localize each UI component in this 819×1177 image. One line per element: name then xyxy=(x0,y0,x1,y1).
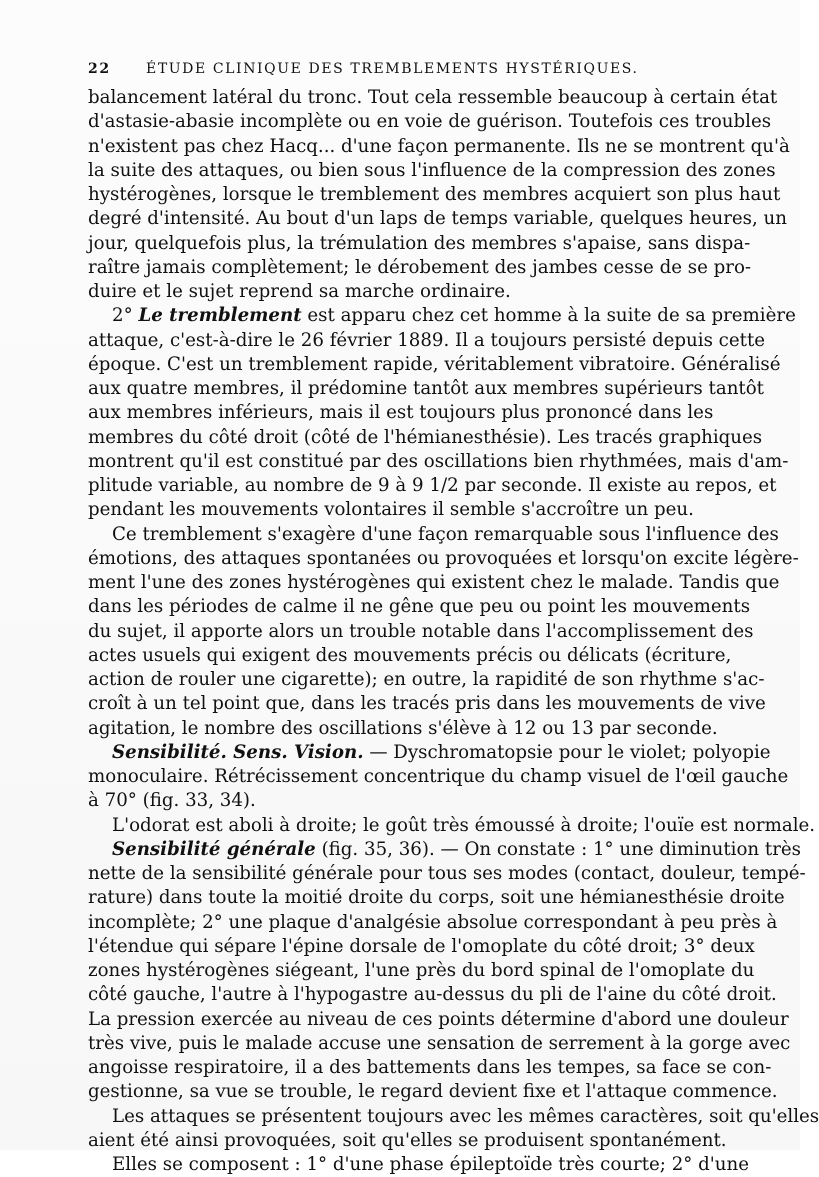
text-line: gestionne, sa vue se trouble, le regard devient fixe et l'attaque commence. xyxy=(88,1081,778,1103)
text-line: balancement latéral du tronc. Tout cela ressemble beaucoup à certain état xyxy=(88,87,778,108)
text-line: agitation, le nombre des oscillations s'élève à 12 ou 13 par seconde. xyxy=(88,717,718,739)
text-line: à 70° (fig. 33, 34). xyxy=(88,790,256,812)
text-line: monoculaire. Rétrécissement concentrique du champ visuel de l'œil gauche xyxy=(88,766,789,787)
text-line: croît à un tel point que, dans les tracés pris dans les mouvements de vive xyxy=(88,693,766,715)
text-line: zones hystérogènes siégeant, l'une près du bord spinal de l'omoplate du xyxy=(88,960,755,981)
text-line: d'astasie-abasie incomplète ou en voie de guérison. Toutefois ces troubles xyxy=(88,111,772,133)
section-heading-tremblement: Le tremblement xyxy=(138,305,302,327)
text-line: montrent qu'il est constitué par des oscillations bien rhythmées, mais d'am- xyxy=(88,450,789,472)
text-line: actes usuels qui exigent des mouvements précis ou délicats (écriture, xyxy=(88,644,732,666)
text-line: nette de la sensibilité générale pour tous ses modes (contact, douleur, tempé- xyxy=(88,863,806,884)
text-line: côté gauche, l'autre à l'hypogastre au-dessus du pli de l'aine du côté droit. xyxy=(88,984,777,1006)
text-fragment: (fig. 35, 36). — On constate : 1° une diminution très xyxy=(321,838,802,860)
text-line: incomplète; 2° une plaque d'analgésie absolue correspondant à peu près à xyxy=(88,911,778,933)
text-line: l'étendue qui sépare l'épine dorsale de l'omoplate du côté droit; 3° deux xyxy=(88,935,755,957)
section-heading-sensibilite-sens-vision: Sensibilité. Sens. Vision. xyxy=(112,741,364,763)
text-line: aient été ainsi provoquées, soit qu'elles se produisent spontanément. xyxy=(88,1129,727,1151)
text-line: rature) dans toute la moitié droite du corps, soit une hémianesthésie droite xyxy=(88,887,785,909)
section-number: 2° xyxy=(112,305,133,327)
text-line: angoisse respiratoire, il a des battements dans les tempes, sa face se con- xyxy=(88,1057,772,1078)
paragraph-tremblement-first-line xyxy=(88,304,796,328)
text-line: la suite des attaques, ou bien sous l'influence de la compression des zones xyxy=(88,159,776,181)
section-heading-sensibilite-generale: Sensibilité générale xyxy=(112,838,316,860)
text-line: raître jamais complètement; le dérobement des jambes cesse de se pro- xyxy=(88,256,752,278)
text-line: aux membres inférieurs, mais il est toujours plus prononcé dans les xyxy=(88,402,714,424)
text-line: La pression exercée au niveau de ces points détermine d'abord une douleur xyxy=(88,1008,789,1030)
text-line: hystérogènes, lorsque le tremblement des membres acquiert son plus haut xyxy=(88,184,781,205)
page-number: 22 xyxy=(88,61,111,77)
text-line: dans les périodes de calme il ne gêne que peu ou point les mouvements xyxy=(88,596,751,618)
text-line: époque. C'est un tremblement rapide, véritablement vibratoire. Généralisé xyxy=(88,353,781,375)
text-line: pendant les mouvements volontaires il semble s'accroître un peu. xyxy=(88,499,694,521)
text-line: attaque, c'est-à-dire le 26 février 1889. Il a toujours persisté depuis cette xyxy=(88,329,766,351)
text-line: émotions, des attaques spontanées ou provoquées et lorsqu'on excite légère- xyxy=(88,547,799,569)
text-line: Elles se composent : 1° d'une phase épileptoïde très courte; 2° d'une xyxy=(112,1154,749,1175)
text-line: duire et le sujet reprend sa marche ordinaire. xyxy=(88,281,511,302)
text-line: plitude variable, au nombre de 9 à 9 1/2 par seconde. Il existe au repos, et xyxy=(88,475,777,496)
text-line: Les attaques se présentent toujours avec les mêmes caractères, soit qu'elles xyxy=(112,1105,819,1127)
text-line: n'existent pas chez Hacq... d'une façon permanente. Ils ne se montrent qu'à xyxy=(88,135,790,157)
running-title: ÉTUDE CLINIQUE DES TREMBLEMENTS HYSTÉRIQUES. xyxy=(146,61,639,77)
text-line: degré d'intensité. Au bout d'un laps de temps variable, quelques heures, un xyxy=(88,208,787,230)
paragraph-sensibilite-first-line xyxy=(88,741,771,765)
page-body xyxy=(88,86,819,1177)
text-line: ment l'une des zones hystérogènes qui existent chez le malade. Tandis que xyxy=(88,572,780,593)
text-line: Ce tremblement s'exagère d'une façon remarquable sous l'influence des xyxy=(112,523,779,545)
text-fragment: est apparu chez cet homme à la suite de sa première xyxy=(307,305,796,327)
text-line: très vive, puis le malade accuse une sensation de serrement à la gorge avec xyxy=(88,1032,791,1054)
text-line: aux quatre membres, il prédomine tantôt aux membres supérieurs tantôt xyxy=(88,378,764,399)
text-line: L'odorat est aboli à droite; le goût très émoussé à droite; l'ouïe est normale. xyxy=(112,814,816,836)
text-line: action de rouler une cigarette); en outre, la rapidité de son rhythme s'ac- xyxy=(88,669,765,690)
page-header xyxy=(88,58,720,80)
text-line: membres du côté droit (côté de l'hémianesthésie). Les tracés graphiques xyxy=(88,426,763,448)
text-fragment: — Dyschromatopsie pour le violet; polyopie xyxy=(369,741,771,763)
text-line: du sujet, il apporte alors un trouble notable dans l'accomplissement des xyxy=(88,620,754,642)
paragraph-sensibilite-generale-first-line xyxy=(88,838,802,862)
text-line: jour, quelquefois plus, la trémulation des membres s'apaise, sans dispa- xyxy=(88,232,751,254)
